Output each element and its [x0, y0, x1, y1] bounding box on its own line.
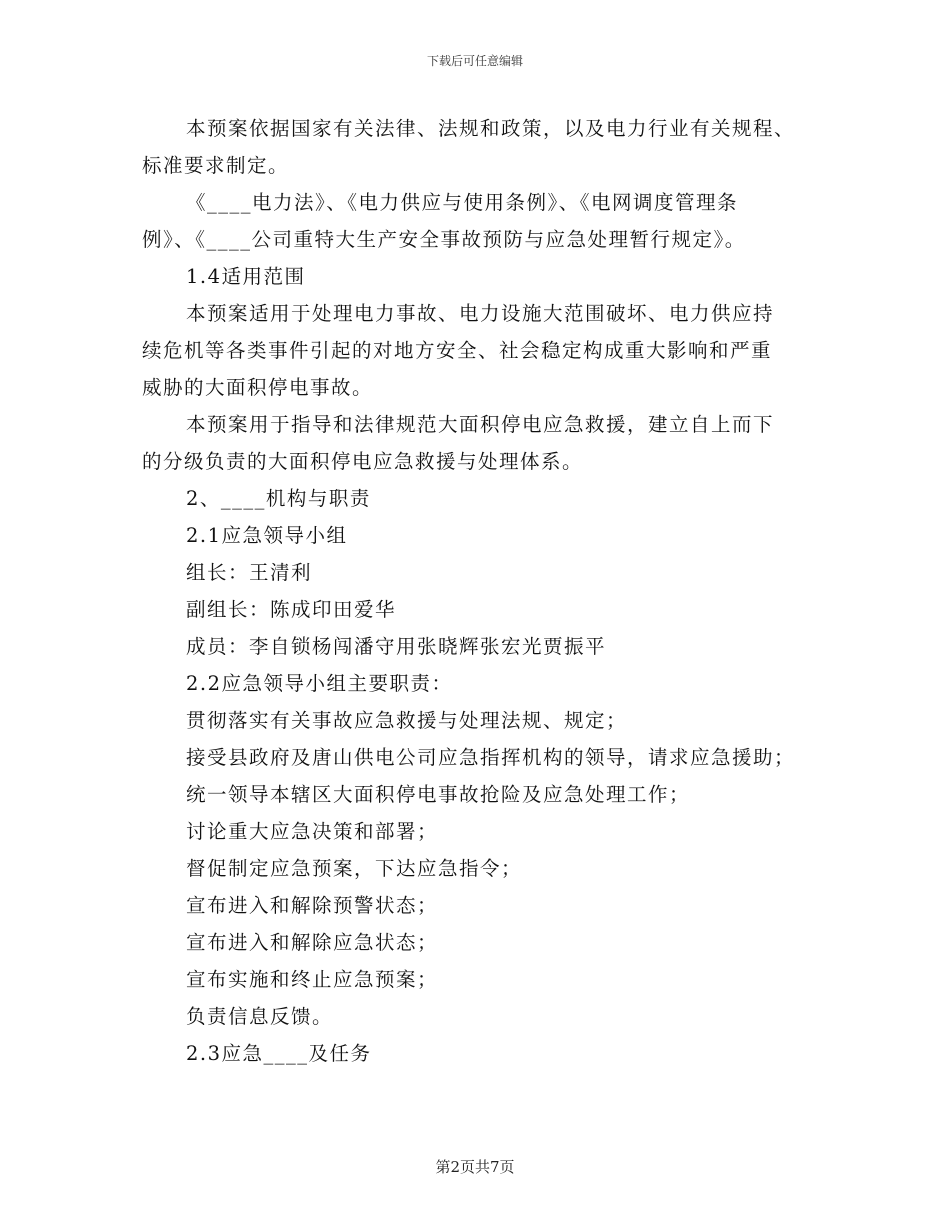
- body-line: 讨论重大应急决策和部署；: [186, 820, 439, 843]
- document-body: [142, 110, 814, 1072]
- body-line: 接受县政府及唐山供电公司应急指挥机构的领导，请求应急援助；: [186, 746, 796, 769]
- body-line: 本预案用于指导和法律规范大面积停电应急救援，建立自上而下: [186, 413, 775, 436]
- page-number: 第2页共7页: [435, 1158, 515, 1176]
- section-heading: 2.1应急领导小组: [186, 524, 348, 547]
- body-line: 统一领导本辖区大面积停电事故抢险及应急处理工作；: [186, 783, 691, 806]
- page-header-note: 下载后可任意编辑: [426, 54, 523, 68]
- section-heading: 2、____机构与职责: [186, 487, 371, 510]
- body-line: 宣布进入和解除预警状态；: [186, 894, 439, 917]
- body-line: 的分级负责的大面积停电应急救援与处理体系。: [142, 450, 584, 473]
- body-line: 宣布进入和解除应急状态；: [186, 931, 439, 954]
- section-heading: 1.4适用范围: [186, 265, 306, 288]
- section-heading: 2.2应急领导小组主要职责：: [186, 672, 453, 695]
- body-line: 副组长：陈成印田爱华: [186, 598, 397, 621]
- body-line: 例》、《____公司重特大生产安全事故预防与应急处理暂行规定》。: [142, 228, 746, 251]
- body-line: 本预案依据国家有关法律、法规和政策，以及电力行业有关规程、: [186, 117, 796, 140]
- body-line: 本预案适用于处理电力事故、电力设施大范围破坏、电力供应持: [186, 302, 775, 325]
- body-line: 续危机等各类事件引起的对地方安全、社会稳定构成重大影响和严重: [142, 339, 773, 362]
- body-line: 威胁的大面积停电事故。: [142, 376, 374, 399]
- body-line: 标准要求制定。: [142, 154, 290, 177]
- body-line: 督促制定应急预案，下达应急指令；: [186, 857, 523, 880]
- body-line: 成员：李自锁杨闯潘守用张晓辉张宏光贾振平: [186, 635, 607, 658]
- body-line: 贯彻落实有关事故应急救援与处理法规、规定；: [186, 709, 628, 732]
- body-line: 负责信息反馈。: [186, 1005, 334, 1028]
- body-line: 宣布实施和终止应急预案；: [186, 968, 439, 991]
- body-line: 《____电力法》、《电力供应与使用条例》、《电网调度管理条: [186, 191, 739, 214]
- section-heading: 2.3应急____及任务: [186, 1042, 372, 1065]
- body-line: 组长：王清利: [186, 561, 313, 584]
